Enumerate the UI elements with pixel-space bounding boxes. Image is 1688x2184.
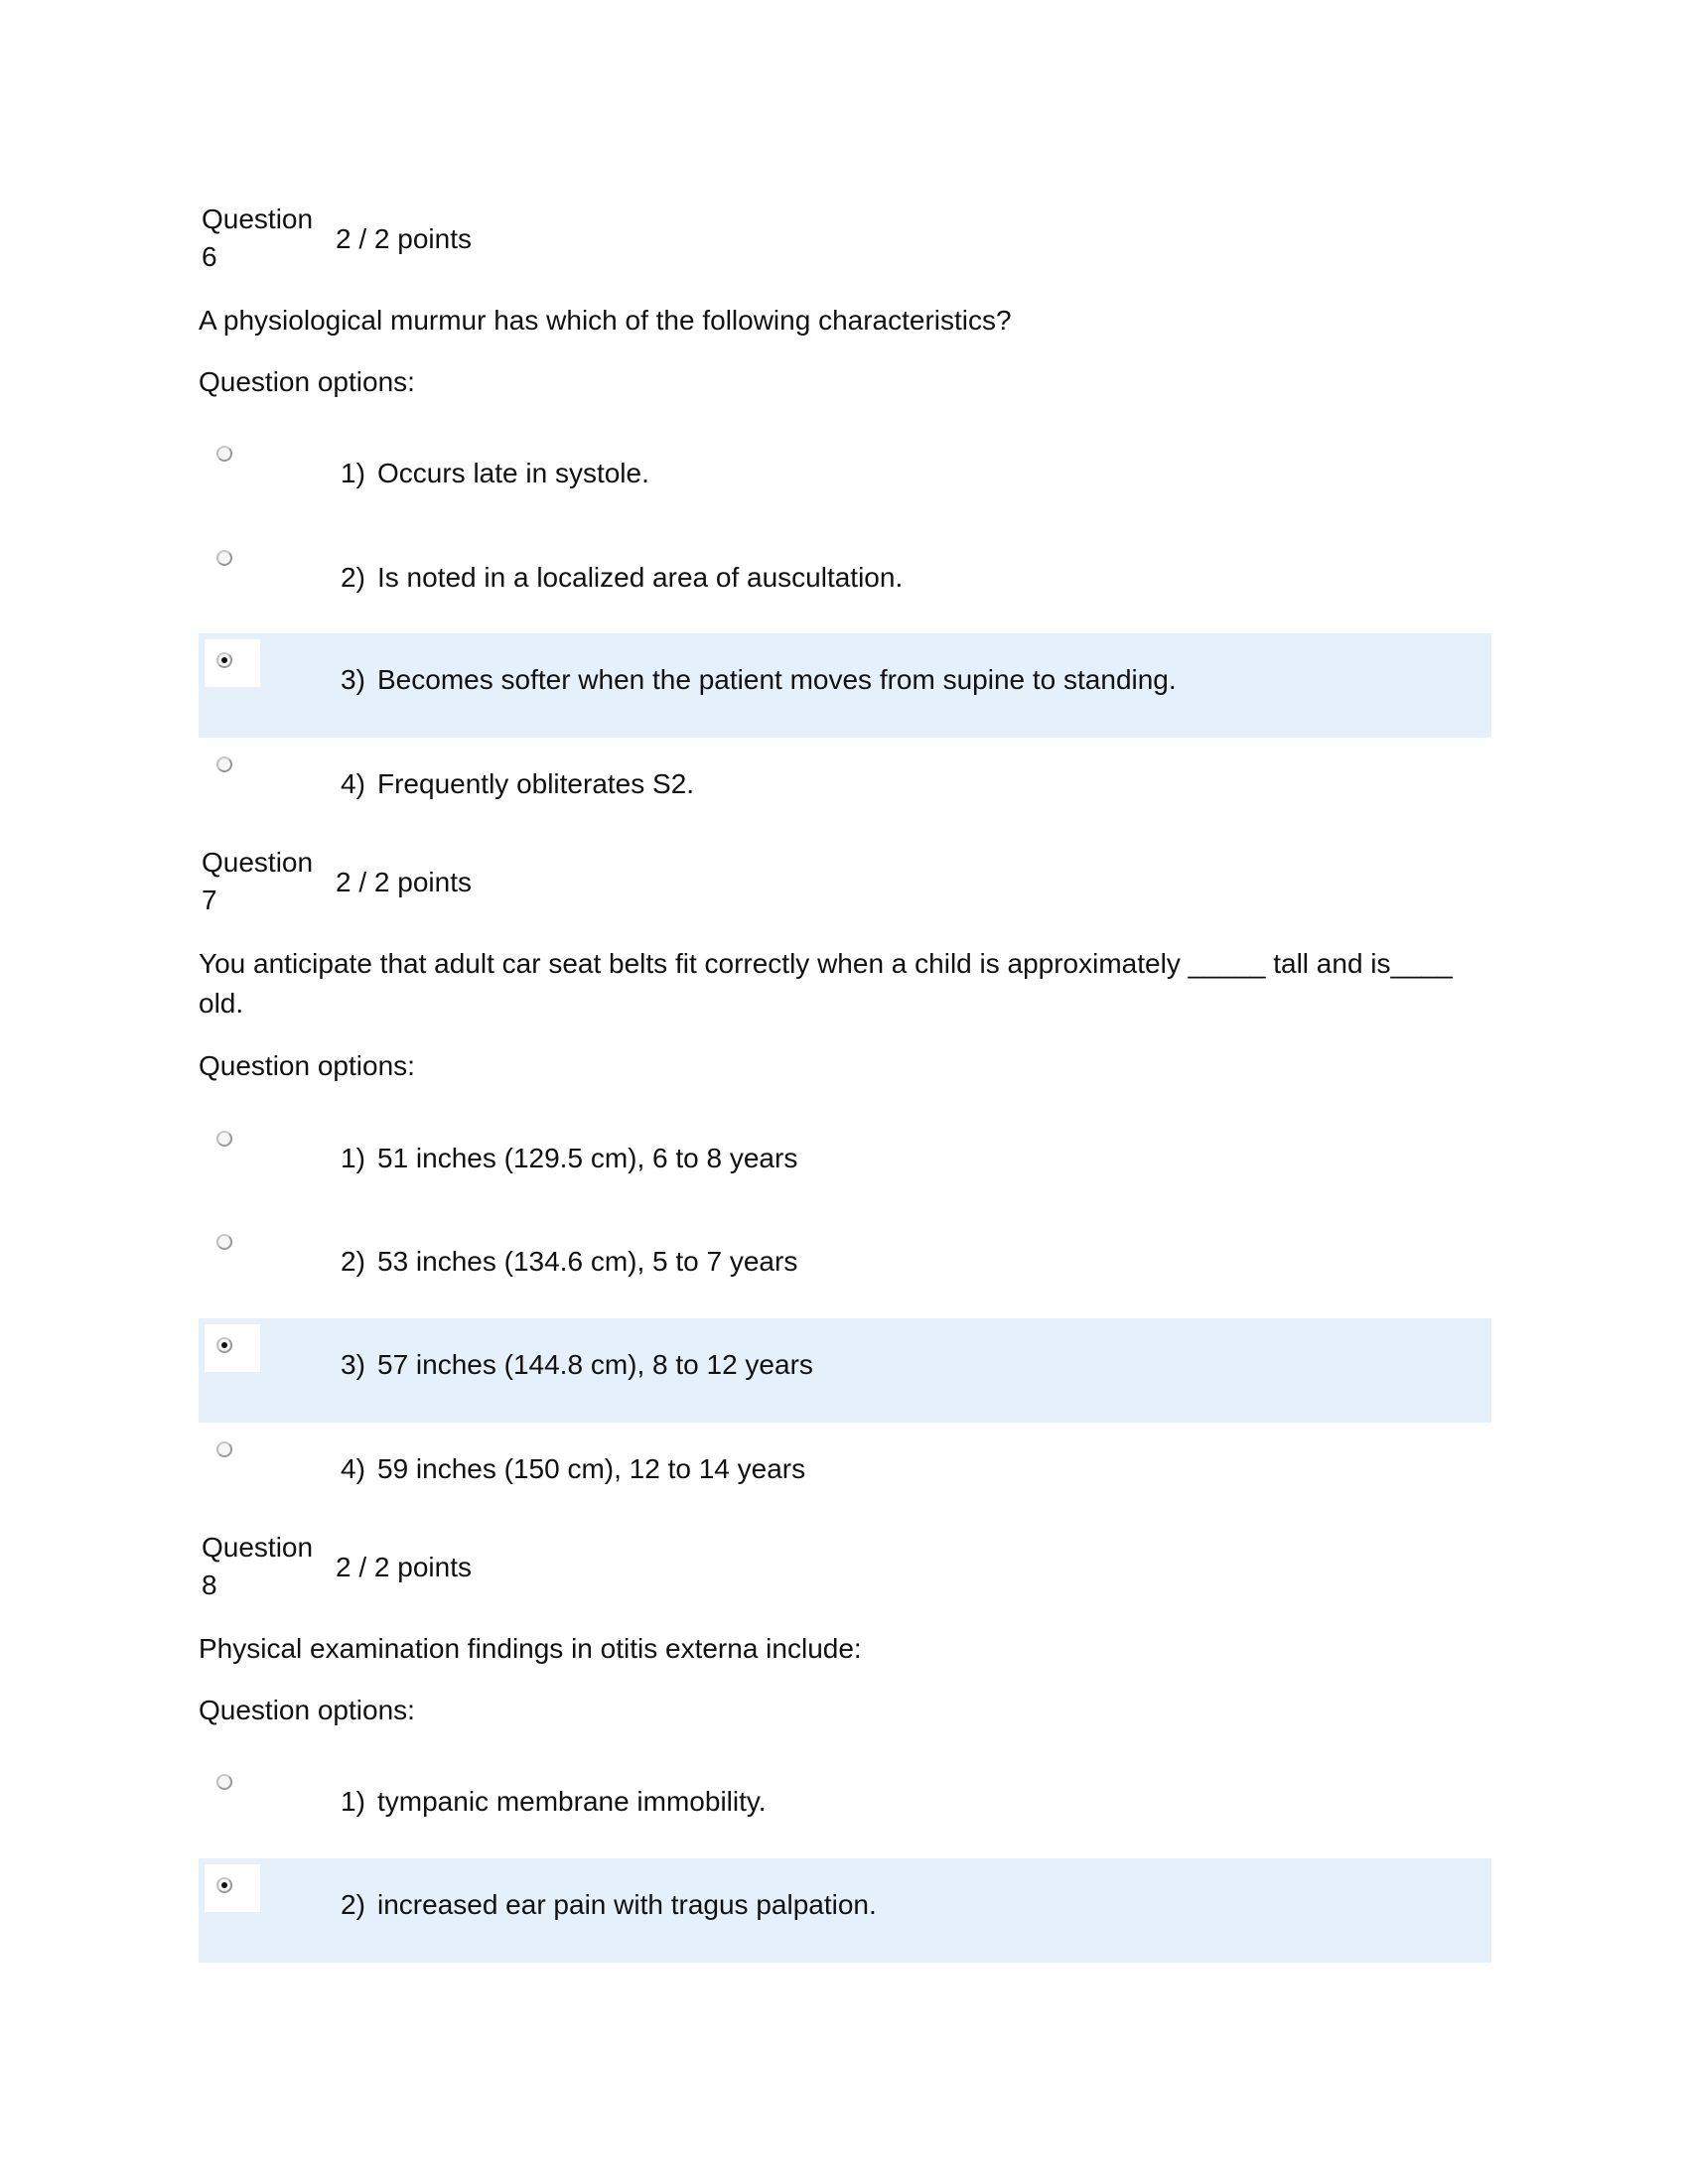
option-text: 57 inches (144.8 cm), 8 to 12 years (377, 1349, 813, 1380)
question-7-option-3[interactable] (199, 1318, 1491, 1423)
radio-container (205, 1324, 260, 1372)
radio-container (205, 433, 260, 480)
radio-dot-icon (221, 1882, 227, 1888)
question-6-option-3[interactable] (199, 633, 1491, 738)
question-8-text: Physical examination findings in otitis externa include: (199, 1633, 862, 1664)
radio-button[interactable] (216, 1774, 232, 1790)
option-text: 59 inches (150 cm), 12 to 14 years (377, 1453, 806, 1484)
option-text: Occurs late in systole. (377, 458, 649, 488)
question-7-option-2[interactable] (199, 1215, 1491, 1319)
radio-container (205, 1864, 260, 1912)
question-6-options-label: Question options: (199, 366, 415, 397)
option-number: 1) (341, 1786, 365, 1817)
question-7-option-1[interactable] (199, 1112, 1491, 1216)
question-number: 8 (202, 1570, 217, 1600)
radio-button-selected[interactable] (216, 1337, 232, 1353)
option-text: Becomes softer when the patient moves from supine to standing. (377, 664, 1177, 695)
radio-button[interactable] (216, 756, 232, 772)
option-text: 53 inches (134.6 cm), 5 to 7 years (377, 1246, 798, 1277)
radio-button-selected[interactable] (216, 1877, 232, 1893)
question-word: Question (202, 1532, 314, 1563)
option-text: 51 inches (129.5 cm), 6 to 8 years (377, 1143, 798, 1173)
question-7-text: You anticipate that adult car seat belts fit correctly when a child is approximately _____ tall and is____ old. (199, 948, 1453, 1019)
question-label (202, 201, 321, 276)
question-8-options-label: Question options: (199, 1695, 415, 1725)
question-number: 7 (202, 885, 217, 915)
option-number: 3) (341, 664, 365, 695)
option-number: 1) (341, 1143, 365, 1173)
radio-dot-icon (221, 657, 227, 663)
question-6-option-2[interactable] (199, 531, 1491, 635)
question-7-options-label: Question options: (199, 1050, 415, 1081)
question-6-option-4[interactable] (199, 738, 1491, 842)
radio-container (205, 1221, 260, 1269)
question-points: 2 / 2 points (336, 1552, 472, 1582)
option-number: 2) (341, 1246, 365, 1277)
question-8-header (200, 1529, 795, 1608)
option-number: 2) (341, 1889, 365, 1920)
question-6-header (200, 201, 795, 280)
radio-button[interactable] (216, 1441, 232, 1457)
radio-container (205, 1761, 260, 1809)
question-7-option-4[interactable] (199, 1423, 1491, 1527)
option-number: 1) (341, 458, 365, 488)
question-6-text: A physiological murmur has which of the following characteristics? (199, 305, 1012, 336)
radio-container (205, 744, 260, 791)
radio-button[interactable] (216, 1234, 232, 1250)
radio-dot-icon (221, 1342, 227, 1348)
radio-container (205, 537, 260, 585)
option-number: 3) (341, 1349, 365, 1380)
question-points: 2 / 2 points (336, 223, 472, 254)
question-label (202, 844, 321, 919)
option-number: 2) (341, 562, 365, 593)
radio-button[interactable] (216, 446, 232, 462)
radio-button-selected[interactable] (216, 652, 232, 668)
question-points: 2 / 2 points (336, 867, 472, 897)
radio-button[interactable] (216, 550, 232, 566)
question-7-header (200, 844, 795, 923)
option-number: 4) (341, 1453, 365, 1484)
question-word: Question (202, 204, 314, 234)
option-text: tympanic membrane immobility. (377, 1786, 767, 1817)
question-word: Question (202, 847, 314, 878)
question-number: 6 (202, 241, 217, 272)
option-text: increased ear pain with tragus palpation. (377, 1889, 877, 1920)
radio-container (205, 1429, 260, 1476)
question-label (202, 1529, 321, 1604)
radio-container (205, 1118, 260, 1165)
option-text: Frequently obliterates S2. (377, 768, 695, 799)
radio-container (205, 639, 260, 687)
option-text: Is noted in a localized area of auscultation. (377, 562, 904, 593)
question-8-option-1[interactable] (199, 1755, 1491, 1859)
option-number: 4) (341, 768, 365, 799)
question-6-option-1[interactable] (199, 427, 1491, 531)
question-8-option-2[interactable] (199, 1858, 1491, 1963)
radio-button[interactable] (216, 1131, 232, 1147)
